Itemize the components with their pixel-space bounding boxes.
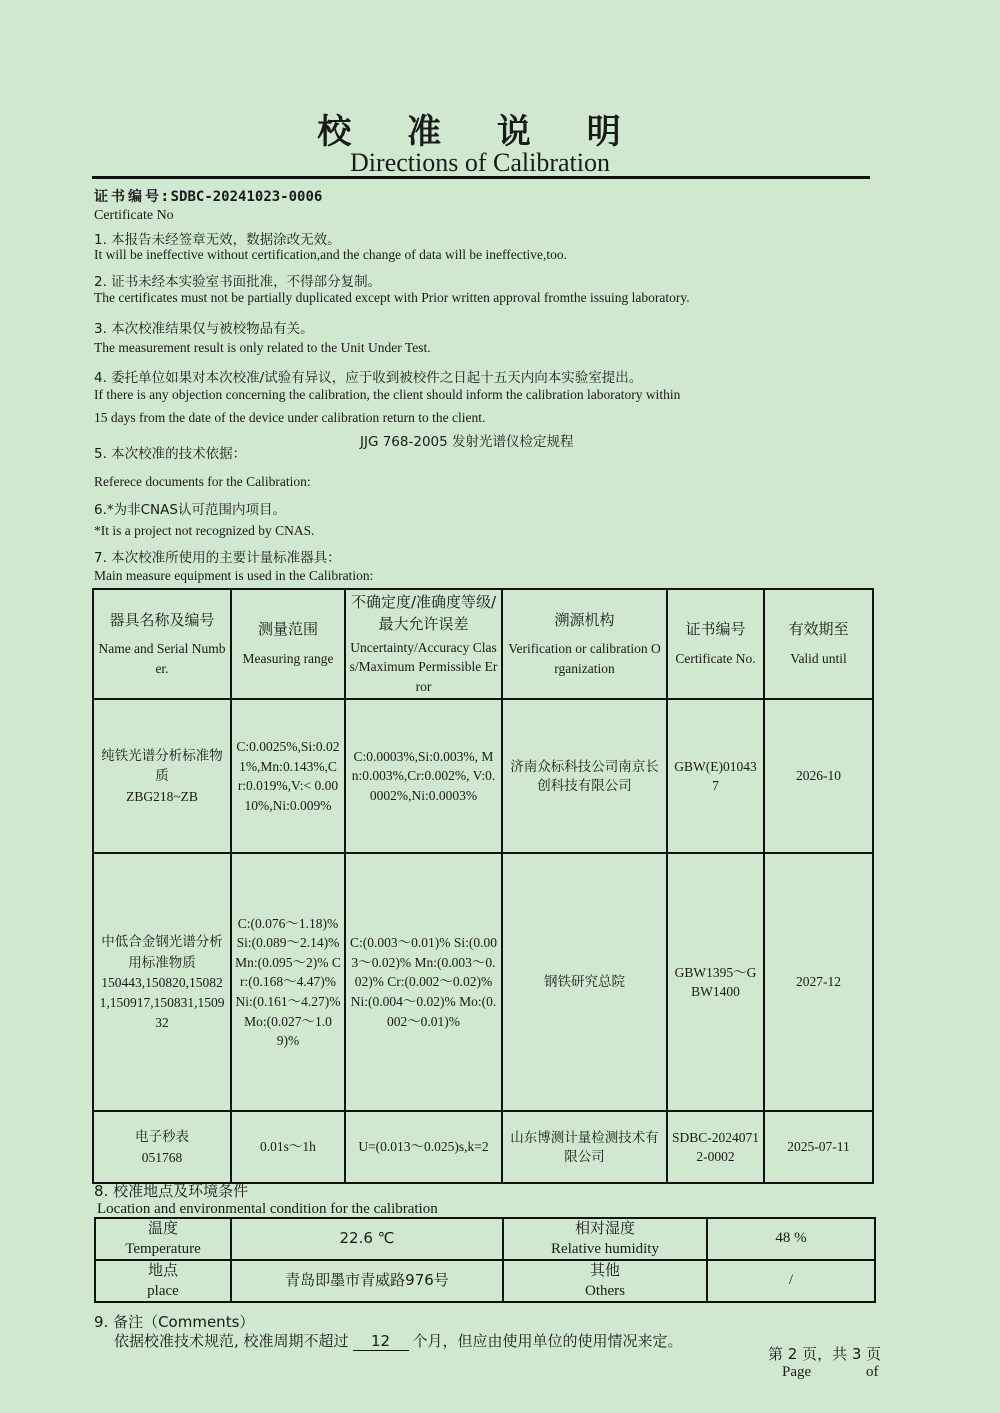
note-3-cn: 3. 本次校准结果仅与被校物品有关。 [94,321,314,337]
title-underline [92,176,870,179]
environment-title-cn: 8. 校准地点及环境条件 [94,1182,249,1200]
title-english: Directions of Calibration [350,148,610,177]
cert-number: SDBC-20241023-0006 [170,189,323,205]
cell-range: 0.01s～1h [231,1111,345,1183]
cell-organization: 山东博测计量检测技术有限公司 [502,1111,667,1183]
title-chinese: 校 准 说 明 [317,112,643,152]
page-counter-cn: 第 2 页，共 3 页 [768,1345,882,1363]
equipment-table-header [93,589,873,699]
comments-text [114,1330,683,1351]
header-certificate: 证书编号 Certificate No. [667,589,764,699]
environment-row-temperature [95,1218,875,1260]
note-3-en: The measurement result is only related to the Unit Under Test. [94,340,431,355]
note-1-cn: 1. 本报告未经签章无效，数据涂改无效。 [94,232,341,248]
environment-title-en: Location and environmental condition for the calibration [97,1201,438,1217]
header-organization: 溯源机构 Verification or calibration Organization [502,589,667,699]
note-2-en: The certificates must not be partially duplicated except with Prior written approval fromthe issuing laboratory. [94,290,690,305]
cell-valid-until: 2025-07-11 [764,1111,873,1183]
humidity-label: 相对湿度 Relative humidity [503,1218,707,1260]
table-row [93,853,873,1111]
cell-valid-until: 2026-10 [764,699,873,853]
cell-certificate: SDBC-20240712-0002 [667,1111,764,1183]
cell-range: C:(0.076～1.18)% Si:(0.089～2.14)% Mn:(0.095～2)% Cr:(0.168～4.47)% Ni:(0.161～4.27)% Mo:(0.027～1.09)% [231,853,345,1111]
temperature-value: 22.6 ℃ [231,1218,503,1260]
table-row [93,699,873,853]
note-6-en: *It is a project not recognized by CNAS. [94,523,315,538]
equipment-table [92,588,874,1184]
cell-organization: 钢铁研究总院 [502,853,667,1111]
temperature-label: 温度 Temperature [95,1218,231,1260]
cell-name: 中低合金钢光谱分析用标准物质 150443,150820,150821,150917,150831,150932 [93,853,231,1111]
note-4-cn: 4. 委托单位如果对本次校准/试验有异议，应于收到被校件之日起十五天内向本实验室提出。 [94,370,643,386]
header-range: 测量范围 Measuring range [231,589,345,699]
cell-valid-until: 2027-12 [764,853,873,1111]
note-2-cn: 2. 证书未经本实验室书面批准，不得部分复制。 [94,274,382,290]
cert-label-cn: 证书编号: [94,189,171,205]
others-value: / [707,1260,875,1302]
place-label: 地点 place [95,1260,231,1302]
note-7-en: Main measure equipment is used in the Calibration: [94,568,374,583]
header-valid-until: 有效期至 Valid until [764,589,873,699]
cell-certificate: GBW1395～GBW1400 [667,853,764,1111]
cell-name: 电子秒表 051768 [93,1111,231,1183]
cert-label-en: Certificate No [94,208,174,223]
note-4-en-2: 15 days from the date of the device under calibration return to the client. [94,410,486,425]
cell-uncertainty: C:(0.003～0.01)% Si:(0.003～0.02)% Mn:(0.003～0.02)% Cr:(0.002～0.02)% Ni:(0.004～0.02)% Mo:(0.002～0.01)% [345,853,502,1111]
header-uncertainty: 不确定度/准确度等级/最大允许误差 Uncertainty/Accuracy Class/Maximum Permissible Error [345,589,502,699]
cell-organization: 济南众标科技公司南京长创科技有限公司 [502,699,667,853]
calibration-period: 12 [353,1332,409,1351]
cell-uncertainty: C:0.0003%,Si:0.003%, Mn:0.003%,Cr:0.002%, V:0.0002%,Ni:0.0003% [345,699,502,853]
place-value: 青岛即墨市青威路976号 [231,1260,503,1302]
environment-table [94,1217,876,1303]
cell-uncertainty: U=(0.013～0.025)s,k=2 [345,1111,502,1183]
note-5-reference: JJG 768-2005 发射光谱仪检定规程 [360,434,574,450]
note-6-cn: 6.*为非CNAS认可范围内项目。 [94,502,286,518]
note-1-en: It will be ineffective without certification,and the change of data will be ineffective,too. [94,247,567,262]
page-label-en: Page [782,1364,812,1380]
cell-range: C:0.0025%,Si:0.021%,Mn:0.143%,Cr:0.019%,V:< 0.0010%,Ni:0.009% [231,699,345,853]
note-5-cn: 5. 本次校准的技术依据： [94,446,247,462]
table-row [93,1111,873,1183]
comments-text-after: 个月，但应由使用单位的使用情况来定。 [412,1332,683,1350]
others-label: 其他 Others [503,1260,707,1302]
cell-name: 纯铁光谱分析标准物质 ZBG218~ZB [93,699,231,853]
cell-certificate: GBW(E)010437 [667,699,764,853]
of-label-en: of [866,1364,879,1380]
environment-row-place [95,1260,875,1302]
comments-text-before: 依据校准技术规范, 校准周期不超过 [114,1332,349,1350]
note-7-cn: 7. 本次校准所使用的主要计量标准器具： [94,550,341,566]
humidity-value: 48 % [707,1218,875,1260]
note-4-en-1: If there is any objection concerning the calibration, the client should inform the calibration laboratory within [94,387,681,402]
header-name: 器具名称及编号 Name and Serial Number. [93,589,231,699]
comments-title: 9. 备注（Comments） [94,1313,255,1331]
certificate-number-line [94,186,322,206]
note-5-en: Referece documents for the Calibration: [94,474,311,489]
